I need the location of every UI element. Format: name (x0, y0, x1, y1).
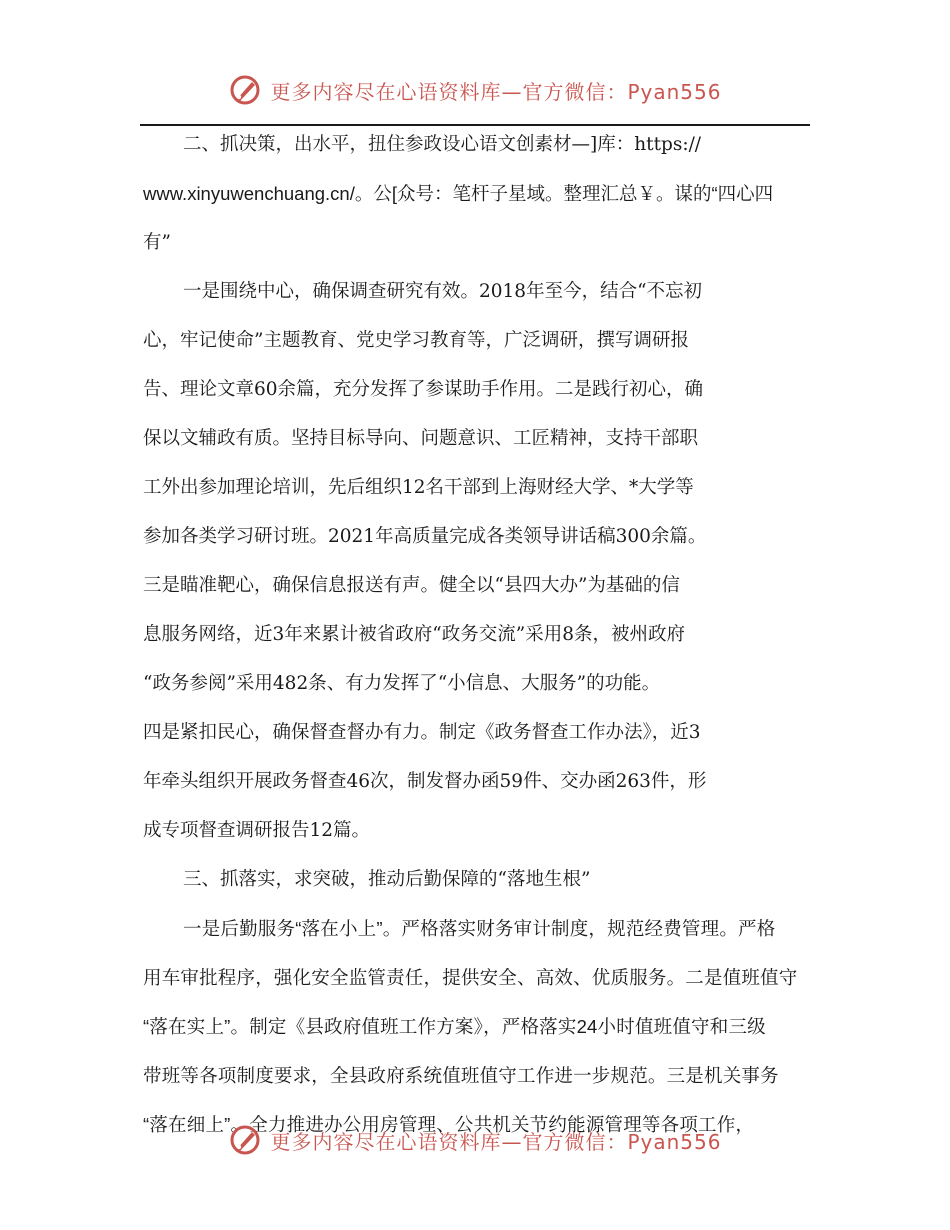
body-line: 成专项督查调研报告12篇。 (143, 820, 371, 841)
body-line: 有” (143, 232, 171, 253)
header-banner-text: 更多内容尽在心语资料库—官方微信：Pyan556 (270, 79, 722, 104)
body-line: “落在细上”。全力推进办公用房管理、公共机关节约能源管理等各项工作， (143, 1114, 755, 1135)
section-heading-3: 三、抓落实，求突破，推动后勤保障的“落地生根” (183, 869, 591, 890)
body-line: 带班等各项制度要求，全县政府系统值班值守工作进一步规范。三是机关事务 (143, 1065, 779, 1086)
document-body (143, 120, 807, 1149)
quill-pen-logo-icon (228, 1123, 262, 1157)
footer-banner-text: 更多内容尽在心语资料库—官方微信：Pyan556 (270, 1129, 722, 1154)
body-line: 息服务网络，近3年来累计被省政府“政务交流”采用8条，被州政府 (143, 624, 685, 645)
body-line: 年牵头组织开展政务督查46次，制发督办函59件、交办函263件，形 (143, 771, 707, 792)
quill-pen-logo-icon (228, 73, 262, 107)
body-line: 三是瞄准靶心，确保信息报送有声。健全以“县四大办”为基础的信 (143, 575, 680, 596)
body-line: 保以文辅政有质。坚持目标导向、问题意识、工匠精神，支持干部职 (143, 428, 699, 449)
body-line: 告、理论文章60余篇，充分发挥了参谋助手作用。二是践行初心，确 (143, 379, 704, 400)
header-logo (228, 73, 721, 107)
footer-banner (0, 1120, 950, 1160)
body-line: 参加各类学习研讨班。2021年高质量完成各类领导讲话稿300余篇。 (143, 526, 707, 547)
header-banner (0, 70, 950, 110)
footer-logo (228, 1123, 721, 1157)
paragraph-start: 一是围绕中心，确保调查研究有效。2018年至今，结合“不忘初 (183, 281, 703, 302)
body-line: “落在实上”。制定《县政府值班工作方案》，严格落实24小时值班值守和三级 (143, 1016, 766, 1037)
body-line: www.xinyuwenchuang.cn/。公[众号：笔杆子星域。整理汇总￥。谋的“四心四 (143, 183, 774, 204)
body-line: 用车审批程序，强化安全监管责任，提供安全、高效、优质服务。二是值班值守 (143, 967, 798, 988)
body-line: “政务参阅”采用482条、有力发挥了“小信息、大服务”的功能。 (143, 673, 661, 694)
body-line: 工外出参加理论培训，先后组织12名干部到上海财经大学、*大学等 (143, 477, 694, 498)
body-line: 心，牢记使命”主题教育、党史学习教育等，广泛调研，撰写调研报 (143, 330, 689, 351)
body-line: 四是紧扣民心，确保督查督办有力。制定《政务督查工作办法》，近3 (143, 722, 701, 743)
paragraph-start: 一是后勤服务“落在小上”。严格落实财务审计制度，规范经费管理。严格 (183, 918, 776, 939)
section-heading-2: 二、抓决策，出水平，扭住参政设心语文创素材—]库：https:// (183, 134, 702, 155)
